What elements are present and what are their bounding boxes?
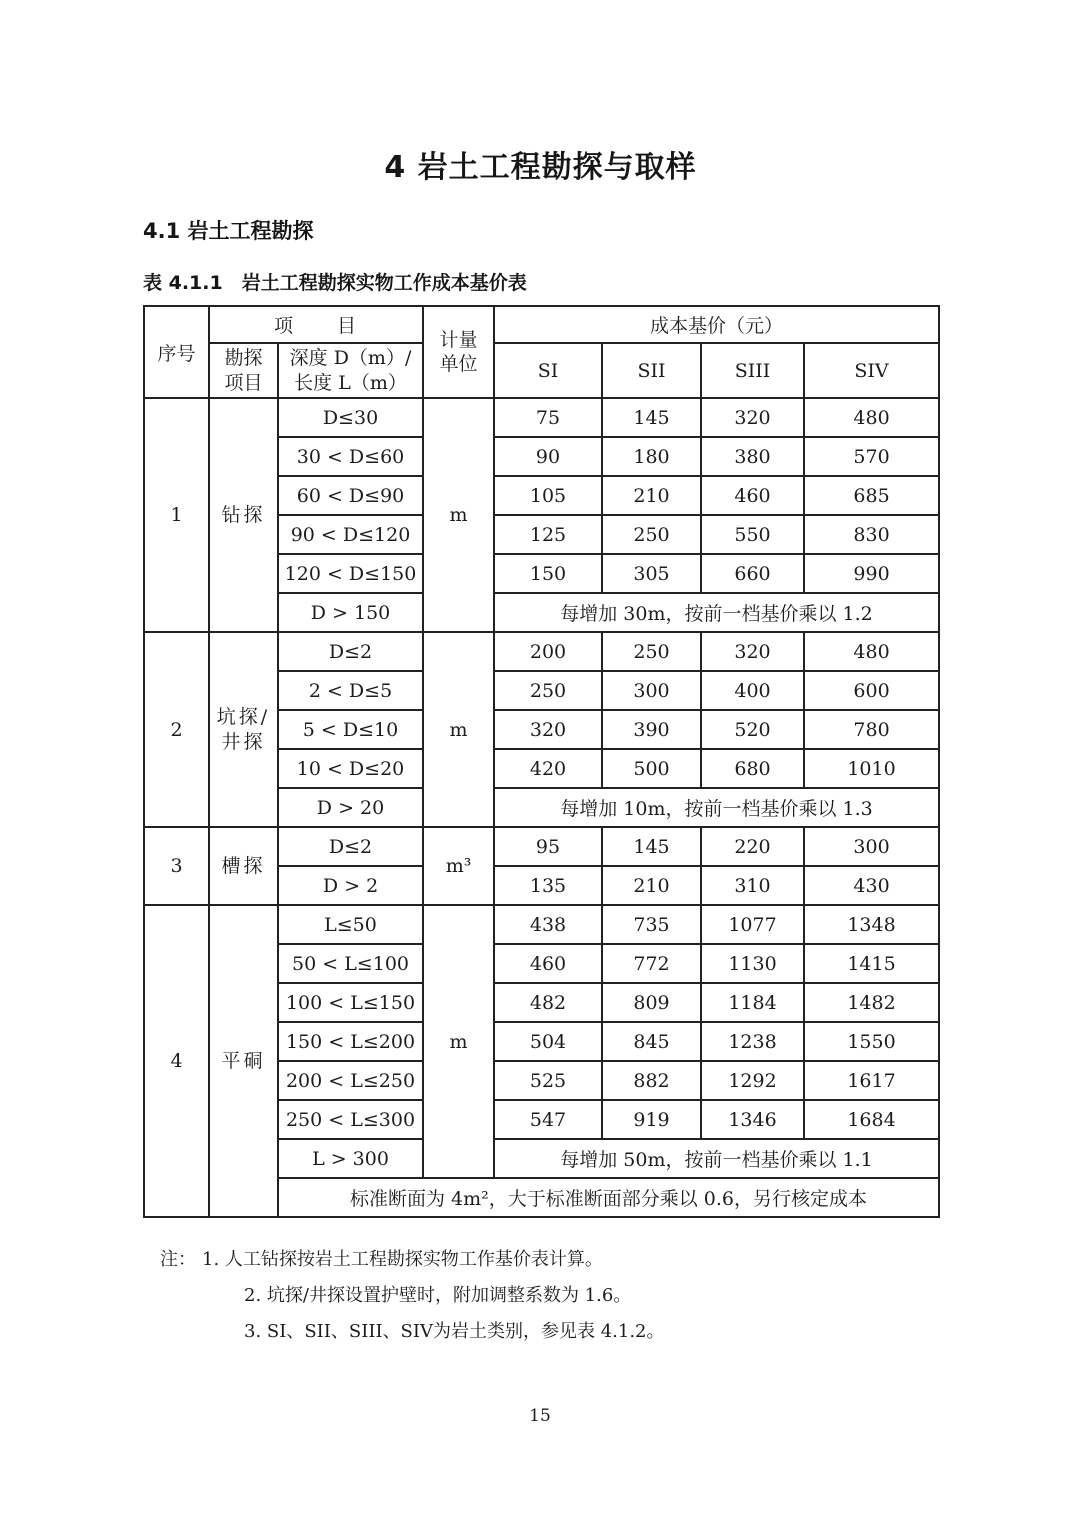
price-cell: 150 bbox=[494, 554, 602, 593]
price-cell: 300 bbox=[602, 671, 701, 710]
table-row bbox=[144, 398, 939, 437]
price-cell: 1346 bbox=[701, 1100, 804, 1139]
table-body bbox=[144, 398, 939, 1217]
note-cell: 每增加 30m，按前一档基价乘以 1.2 bbox=[494, 593, 939, 632]
price-cell: 210 bbox=[602, 866, 701, 905]
range-cell: 10 < D≤20 bbox=[278, 749, 423, 788]
price-cell: 882 bbox=[602, 1061, 701, 1100]
seq-cell: 2 bbox=[144, 632, 209, 827]
range-cell: 30 < D≤60 bbox=[278, 437, 423, 476]
price-cell: 520 bbox=[701, 710, 804, 749]
table-header bbox=[144, 306, 939, 398]
price-cell: 95 bbox=[494, 827, 602, 866]
seq-cell: 3 bbox=[144, 827, 209, 905]
price-cell: 480 bbox=[804, 398, 939, 437]
price-cell: 500 bbox=[602, 749, 701, 788]
price-cell: 438 bbox=[494, 905, 602, 944]
table-row bbox=[144, 905, 939, 944]
price-cell: 680 bbox=[701, 749, 804, 788]
price-cell: 570 bbox=[804, 437, 939, 476]
price-cell: 772 bbox=[602, 944, 701, 983]
price-cell: 1684 bbox=[804, 1100, 939, 1139]
price-cell: 1130 bbox=[701, 944, 804, 983]
col-header-project-line1: 勘探 bbox=[224, 347, 263, 369]
col-header-unit-line1: 计量 bbox=[439, 328, 478, 351]
price-cell: 830 bbox=[804, 515, 939, 554]
price-cell: 300 bbox=[804, 827, 939, 866]
price-cell: 75 bbox=[494, 398, 602, 437]
note-label: 注： bbox=[160, 1249, 196, 1271]
section-heading: 4.1 岩土工程勘探 bbox=[143, 219, 314, 243]
price-cell: 210 bbox=[602, 476, 701, 515]
price-cell: 919 bbox=[602, 1100, 701, 1139]
price-cell: 180 bbox=[602, 437, 701, 476]
price-cell: 1550 bbox=[804, 1022, 939, 1061]
range-cell: L≤50 bbox=[278, 905, 423, 944]
range-cell: D > 2 bbox=[278, 866, 423, 905]
price-cell: 390 bbox=[602, 710, 701, 749]
col-header-project bbox=[209, 343, 278, 398]
header-row-2 bbox=[144, 343, 939, 398]
price-cell: 145 bbox=[602, 398, 701, 437]
note-line-2: 2. 坑探/井探设置护壁时，附加调整系数为 1.6。 bbox=[244, 1285, 632, 1307]
range-cell: 150 < L≤200 bbox=[278, 1022, 423, 1061]
price-cell: 685 bbox=[804, 476, 939, 515]
project-name-cell-line: 坑探/ bbox=[216, 706, 271, 729]
table-caption: 表 4.1.1 岩土工程勘探实物工作成本基价表 bbox=[143, 272, 527, 294]
header-row-1 bbox=[144, 306, 939, 343]
range-cell: 100 < L≤150 bbox=[278, 983, 423, 1022]
table-row bbox=[144, 827, 939, 866]
price-cell: 1238 bbox=[701, 1022, 804, 1061]
seq-cell: 1 bbox=[144, 398, 209, 632]
price-cell: 310 bbox=[701, 866, 804, 905]
price-cell: 600 bbox=[804, 671, 939, 710]
price-cell: 145 bbox=[602, 827, 701, 866]
page-number: 15 bbox=[529, 1406, 551, 1426]
col-header-project-line2: 项目 bbox=[224, 371, 263, 394]
col-header-seq: 序号 bbox=[144, 306, 209, 398]
price-cell: 1184 bbox=[701, 983, 804, 1022]
col-header-siii: SIII bbox=[701, 343, 804, 398]
note-line-1 bbox=[160, 1242, 938, 1278]
project-name-cell-line: 平硐 bbox=[221, 1050, 266, 1073]
price-cell: 250 bbox=[602, 632, 701, 671]
range-cell: 2 < D≤5 bbox=[278, 671, 423, 710]
project-name-cell bbox=[209, 827, 278, 905]
price-cell: 809 bbox=[602, 983, 701, 1022]
range-cell: 50 < L≤100 bbox=[278, 944, 423, 983]
price-cell: 1617 bbox=[804, 1061, 939, 1100]
project-name-cell bbox=[209, 905, 278, 1217]
range-cell: L > 300 bbox=[278, 1139, 423, 1178]
price-cell: 125 bbox=[494, 515, 602, 554]
col-header-siv: SIV bbox=[804, 343, 939, 398]
price-cell: 135 bbox=[494, 866, 602, 905]
project-name-cell bbox=[209, 398, 278, 632]
price-cell: 550 bbox=[701, 515, 804, 554]
section-footer-cell: 标准断面为 4m²，大于标准断面部分乘以 0.6，另行核定成本 bbox=[278, 1178, 939, 1217]
price-cell: 460 bbox=[494, 944, 602, 983]
price-cell: 780 bbox=[804, 710, 939, 749]
price-cell: 990 bbox=[804, 554, 939, 593]
price-cell: 250 bbox=[494, 671, 602, 710]
note-item-1: 1. 人工钻探按岩土工程勘探实物工作基价表计算。 bbox=[202, 1249, 603, 1271]
col-header-range bbox=[278, 343, 423, 398]
range-cell: 60 < D≤90 bbox=[278, 476, 423, 515]
range-cell: D > 150 bbox=[278, 593, 423, 632]
unit-cell: m bbox=[423, 905, 494, 1178]
range-cell: 90 < D≤120 bbox=[278, 515, 423, 554]
col-header-si: SI bbox=[494, 343, 602, 398]
range-cell: D≤2 bbox=[278, 827, 423, 866]
col-header-unit bbox=[423, 306, 494, 398]
page-title: 4 岩土工程勘探与取样 bbox=[384, 150, 697, 185]
price-cell: 845 bbox=[602, 1022, 701, 1061]
note-cell: 每增加 10m，按前一档基价乘以 1.3 bbox=[494, 788, 939, 827]
unit-cell: m bbox=[423, 632, 494, 827]
price-cell: 320 bbox=[494, 710, 602, 749]
project-name-cell-line: 槽探 bbox=[221, 855, 266, 878]
range-cell: D > 20 bbox=[278, 788, 423, 827]
price-cell: 1415 bbox=[804, 944, 939, 983]
price-cell: 1010 bbox=[804, 749, 939, 788]
range-cell: D≤30 bbox=[278, 398, 423, 437]
price-cell: 400 bbox=[701, 671, 804, 710]
price-cell: 460 bbox=[701, 476, 804, 515]
table-row bbox=[144, 632, 939, 671]
range-cell: 250 < L≤300 bbox=[278, 1100, 423, 1139]
project-name-cell-line: 钻探 bbox=[221, 504, 266, 527]
range-cell: 5 < D≤10 bbox=[278, 710, 423, 749]
project-name-cell-line: 井探 bbox=[221, 730, 266, 753]
col-header-unit-line2: 单位 bbox=[439, 353, 478, 376]
project-name-cell bbox=[209, 632, 278, 827]
price-cell: 220 bbox=[701, 827, 804, 866]
note-cell: 每增加 50m，按前一档基价乘以 1.1 bbox=[494, 1139, 939, 1178]
range-cell: 200 < L≤250 bbox=[278, 1061, 423, 1100]
unit-cell: m bbox=[423, 398, 494, 632]
price-cell: 420 bbox=[494, 749, 602, 788]
col-header-price-group: 成本基价（元） bbox=[494, 306, 939, 343]
cost-base-price-table bbox=[143, 305, 940, 1218]
price-cell: 735 bbox=[602, 905, 701, 944]
table-notes bbox=[160, 1242, 938, 1350]
price-cell: 1482 bbox=[804, 983, 939, 1022]
price-cell: 1292 bbox=[701, 1061, 804, 1100]
unit-cell: m³ bbox=[423, 827, 494, 905]
price-cell: 504 bbox=[494, 1022, 602, 1061]
price-cell: 200 bbox=[494, 632, 602, 671]
price-cell: 320 bbox=[701, 632, 804, 671]
price-cell: 547 bbox=[494, 1100, 602, 1139]
price-cell: 105 bbox=[494, 476, 602, 515]
price-cell: 305 bbox=[602, 554, 701, 593]
note-line-3: 3. SI、SII、SIII、SIV为岩土类别，参见表 4.1.2。 bbox=[244, 1321, 665, 1343]
seq-cell: 4 bbox=[144, 905, 209, 1217]
price-cell: 380 bbox=[701, 437, 804, 476]
price-cell: 250 bbox=[602, 515, 701, 554]
range-cell: D≤2 bbox=[278, 632, 423, 671]
price-cell: 1348 bbox=[804, 905, 939, 944]
price-cell: 525 bbox=[494, 1061, 602, 1100]
price-cell: 90 bbox=[494, 437, 602, 476]
price-cell: 430 bbox=[804, 866, 939, 905]
price-cell: 660 bbox=[701, 554, 804, 593]
price-cell: 482 bbox=[494, 983, 602, 1022]
price-cell: 480 bbox=[804, 632, 939, 671]
col-header-sii: SII bbox=[602, 343, 701, 398]
col-header-range-line2: 长度 L（m） bbox=[294, 371, 407, 394]
range-cell: 120 < D≤150 bbox=[278, 554, 423, 593]
col-header-project-group: 项 目 bbox=[209, 306, 423, 343]
col-header-range-line1: 深度 D（m）/ bbox=[289, 347, 412, 369]
price-cell: 320 bbox=[701, 398, 804, 437]
price-cell: 1077 bbox=[701, 905, 804, 944]
